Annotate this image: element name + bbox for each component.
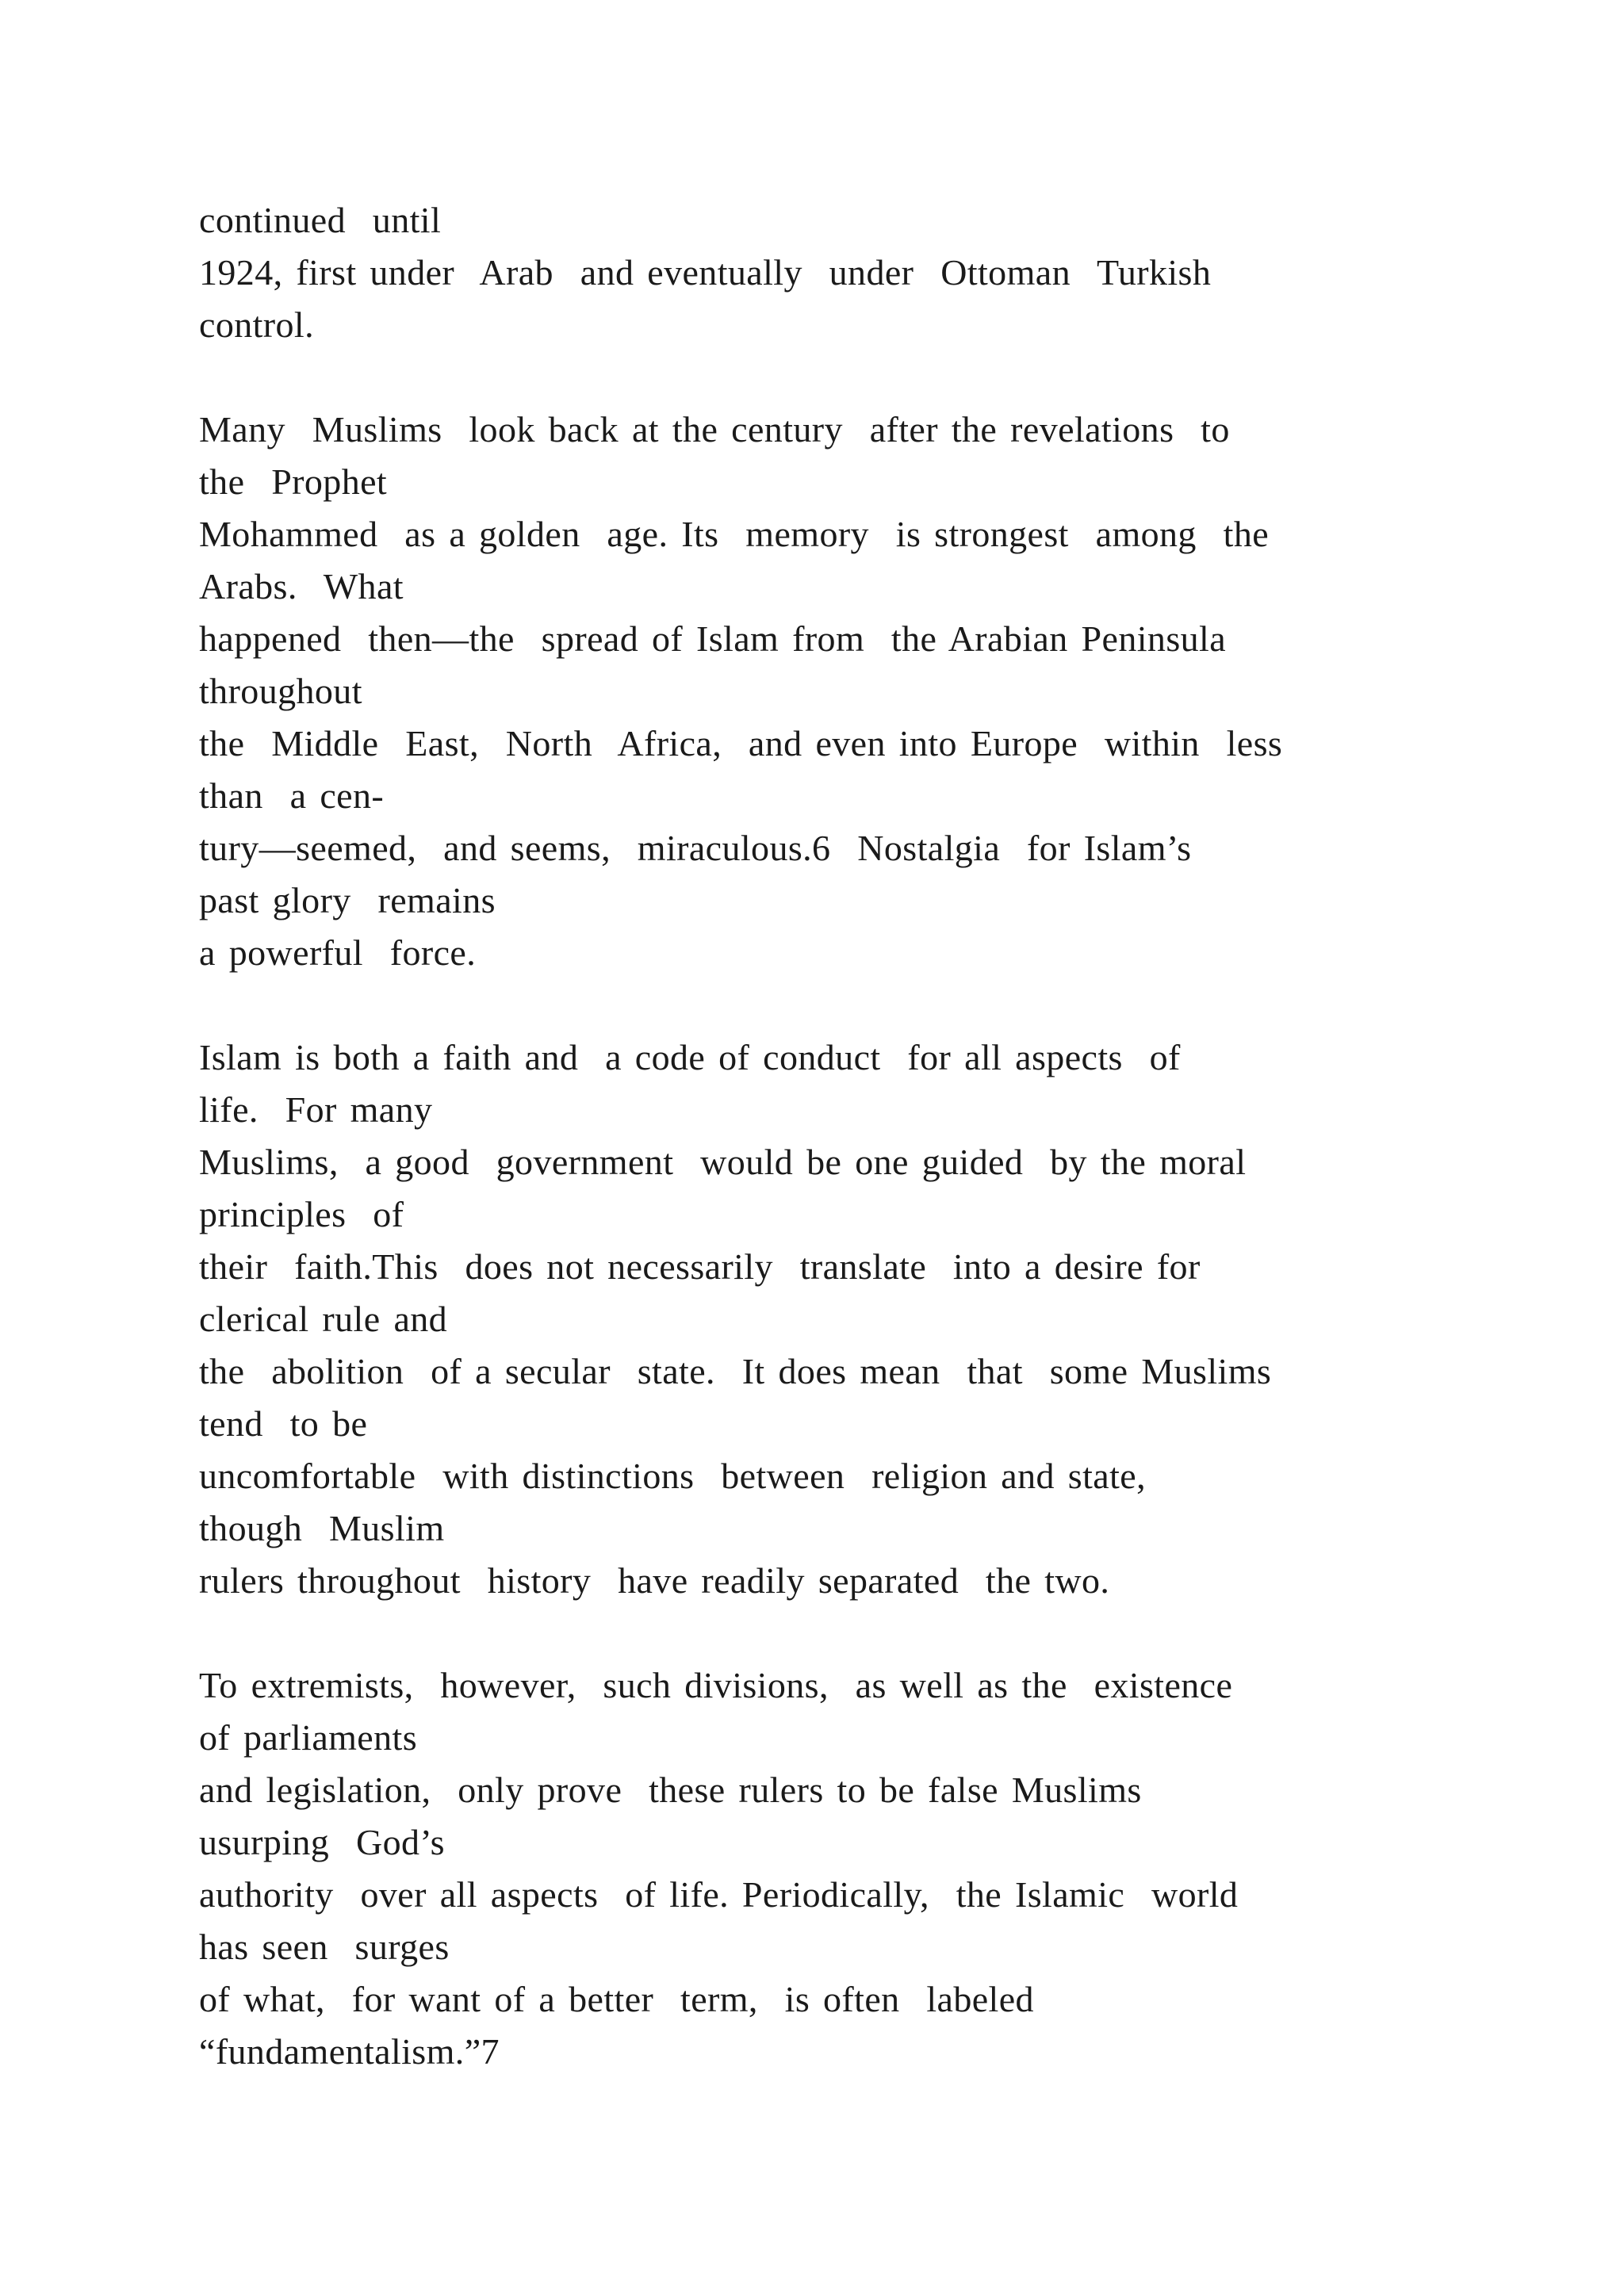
text-line: continued until	[199, 200, 442, 240]
text-line: usurping God’s	[199, 1822, 445, 1862]
text-line: “fundamentalism.”7	[199, 2031, 500, 2072]
paragraph	[199, 194, 1595, 351]
text-line: rulers throughout history have readily separated the two.	[199, 1560, 1110, 1601]
text-line: and legislation, only prove these rulers to be false Muslims	[199, 1770, 1142, 1810]
text-line: authority over all aspects of life. Periodically, the Islamic world	[199, 1874, 1239, 1915]
text-line: 1924, first under Arab and eventually under Ottoman Turkish	[199, 252, 1212, 293]
text-line: life. For many	[199, 1089, 433, 1130]
text-line: of what, for want of a better term, is often labeled	[199, 1979, 1034, 2019]
paragraph	[199, 404, 1595, 979]
text-line: Mohammed as a golden age. Its memory is strongest among the	[199, 514, 1270, 554]
text-line: their faith.This does not necessarily translate into a desire for	[199, 1246, 1201, 1287]
document-body	[199, 194, 1595, 2078]
text-line: a powerful force.	[199, 932, 477, 973]
text-line: principles of	[199, 1194, 404, 1234]
paragraph	[199, 1659, 1595, 2078]
text-line: Arabs. What	[199, 566, 404, 607]
text-line: of parliaments	[199, 1717, 418, 1758]
text-line: tend to be	[199, 1403, 368, 1444]
text-line: has seen surges	[199, 1927, 450, 1967]
text-line: happened then—the spread of Islam from the Arabian Peninsula	[199, 618, 1227, 659]
text-line: tury—seemed, and seems, miraculous.6 Nostalgia for Islam’s	[199, 828, 1192, 868]
text-line: Many Muslims look back at the century after the revelations to	[199, 409, 1230, 450]
text-line: To extremists, however, such divisions, as well as the existence	[199, 1665, 1233, 1705]
paragraph	[199, 1031, 1595, 1607]
text-line: uncomfortable with distinctions between religion and state,	[199, 1456, 1146, 1496]
text-line: throughout	[199, 671, 362, 711]
text-line: though Muslim	[199, 1508, 445, 1548]
text-line: than a cen-	[199, 775, 385, 816]
text-line: the Prophet	[199, 461, 388, 502]
text-line: past glory remains	[199, 880, 496, 920]
text-line: the abolition of a secular state. It does mean that some Muslims	[199, 1351, 1272, 1391]
text-line: clerical rule and	[199, 1299, 448, 1339]
text-line: control.	[199, 304, 314, 345]
text-line: the Middle East, North Africa, and even into Europe within less	[199, 723, 1283, 763]
text-line: Islam is both a faith and a code of conduct for all aspects of	[199, 1037, 1181, 1077]
text-line: Muslims, a good government would be one guided by the moral	[199, 1142, 1247, 1182]
